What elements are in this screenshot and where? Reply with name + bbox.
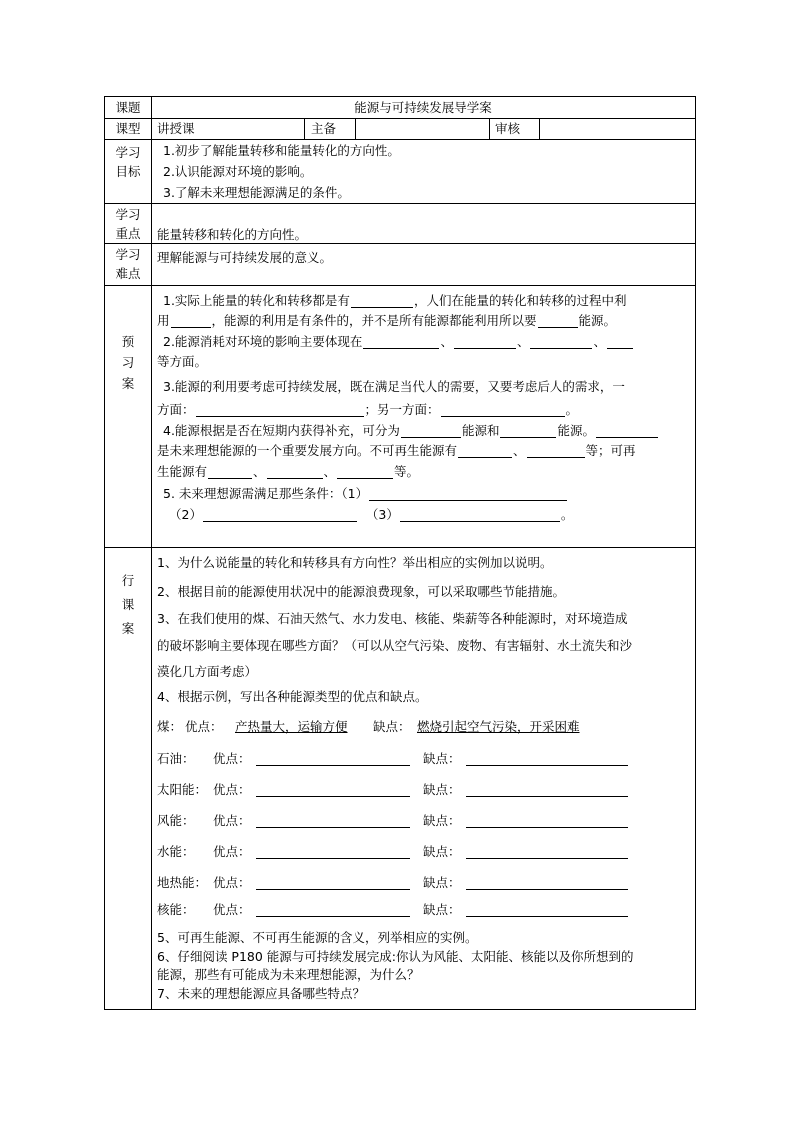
- preview-label: 习: [121, 355, 135, 370]
- difficulty-text: 理解能源与可持续发展的意义。: [157, 250, 333, 265]
- pro-label: 优点：: [213, 875, 251, 890]
- row-divider: [105, 139, 695, 140]
- example-con: 燃烧引起空气污染，开采困难: [417, 719, 580, 734]
- energy-name: 核能：: [157, 902, 195, 917]
- answer-blank[interactable]: [208, 465, 252, 479]
- worksheet-table: [104, 96, 696, 1010]
- lesson-q6-line2: 能源，那些有可能成为未来理想能源，为什么？: [157, 967, 420, 982]
- answer-blank[interactable]: [171, 314, 211, 328]
- separator: 、: [440, 334, 453, 349]
- q4-text: 生能源有: [157, 464, 208, 479]
- answer-blank[interactable]: [351, 294, 413, 308]
- row-divider: [105, 118, 695, 119]
- separator: 、: [593, 334, 606, 349]
- cell-divider: [304, 118, 305, 139]
- key-point-label: 学习: [115, 207, 141, 222]
- separator: 、: [513, 443, 526, 458]
- objective-item: 3.了解未来理想能源满足的条件。: [163, 185, 350, 200]
- key-point-text: 能量转移和转化的方向性。: [157, 227, 308, 242]
- answer-blank[interactable]: [458, 444, 512, 458]
- pro-label: 优点：: [213, 902, 251, 917]
- preview-q3-line1: 3.能源的利用要考虑可持续发展，既在满足当代人的需要，又要考虑后人的需求，一: [163, 379, 625, 394]
- preview-q4-line1: [163, 423, 659, 439]
- objectives-label: 学习: [115, 145, 141, 160]
- row-divider: [105, 547, 695, 548]
- row-divider: [105, 203, 695, 204]
- pro-label: 优点：: [213, 844, 251, 859]
- energy-name: 风能：: [157, 813, 195, 828]
- answer-blank[interactable]: [527, 444, 585, 458]
- row-divider: [105, 285, 695, 286]
- energy-name: 地热能：: [157, 875, 208, 890]
- con-answer-blank[interactable]: [466, 752, 628, 766]
- lesson-q7: 7、未来的理想能源应具备哪些特点？: [157, 986, 365, 1001]
- con-label: 缺点：: [423, 751, 461, 766]
- lesson-q6-line1: 6、仔细阅读 P180 能源与可持续发展完成:你认为风能、太阳能、核能以及你所想到的: [157, 949, 634, 964]
- lesson-q3-line2: 的破坏影响主要体现在哪些方面？（可以从空气污染、废物、有害辐射、水土流失和沙: [157, 638, 633, 653]
- preview-q3-line2: [157, 402, 578, 418]
- q4-text: 是未来理想能源的一个重要发展方向。不可再生能源有: [157, 443, 458, 458]
- lesson-q1: 1、为什么说能量的转化和转移具有方向性？举出相应的实例加以说明。: [157, 555, 553, 570]
- pro-answer-blank[interactable]: [256, 814, 410, 828]
- answer-blank[interactable]: [203, 508, 357, 522]
- review-label: 审核: [495, 121, 521, 136]
- preview-q2-line1: [163, 334, 634, 350]
- pro-answer-blank[interactable]: [256, 783, 410, 797]
- objective-item: 2.认识能源对环境的影响。: [163, 164, 313, 179]
- lesson-q2: 2、根据目前的能源使用状况中的能源浪费现象，可以采取哪些节能措施。: [157, 584, 565, 599]
- con-answer-blank[interactable]: [466, 903, 628, 917]
- q3-text: 。: [565, 402, 579, 417]
- separator: 、: [253, 464, 266, 479]
- preview-q1-line1: [163, 293, 626, 309]
- pro-answer-blank[interactable]: [256, 845, 410, 859]
- q1-text: ，人们在能量的转化和转移的过程中利: [413, 293, 627, 308]
- q5-text: 5. 未来理想源需满足那些条件：（1）: [163, 486, 369, 501]
- separator: 、: [323, 464, 337, 479]
- q1-text: 能源。: [578, 313, 617, 328]
- preview-q4-line2: [157, 443, 636, 459]
- con-answer-blank[interactable]: [466, 876, 628, 890]
- lesson-label: 行: [121, 573, 135, 588]
- q4-text: 等；可再: [585, 443, 636, 458]
- example-pro: 产热量大，运输方便: [235, 719, 348, 734]
- con-label: 缺点：: [423, 902, 461, 917]
- type-label: 课型: [115, 121, 141, 136]
- key-point-label: 重点: [115, 226, 141, 241]
- lesson-q5: 5、可再生能源、不可再生能源的含义，列举相应的实例。: [157, 930, 478, 945]
- con-answer-blank[interactable]: [466, 845, 628, 859]
- objective-item: 1.初步了解能量转移和能量转化的方向性。: [163, 143, 400, 158]
- answer-blank[interactable]: [441, 403, 565, 417]
- q4-text: 4.能源根据是否在短期内获得补充，可分为: [163, 423, 400, 438]
- lesson-q3-line1: 3、在我们使用的煤、石油天然气、水力发电、核能、柴薪等各种能源时，对环境造成: [157, 611, 628, 626]
- answer-blank[interactable]: [196, 403, 364, 417]
- q4-text: 能源和: [461, 423, 500, 438]
- cell-divider: [539, 118, 540, 139]
- lesson-q3-line3: 漠化几方面考虑）: [157, 664, 258, 679]
- answer-blank[interactable]: [369, 487, 567, 501]
- con-label: 缺点：: [423, 813, 461, 828]
- preview-q2-text: 等方面。: [157, 354, 208, 369]
- lesson-label: 课: [121, 597, 135, 612]
- example-con-label: 缺点：: [373, 719, 411, 734]
- energy-name: 水能：: [157, 844, 195, 859]
- preview-q1-line2: [157, 313, 616, 329]
- answer-blank[interactable]: [607, 335, 633, 349]
- pro-label: 优点：: [213, 813, 251, 828]
- con-answer-blank[interactable]: [466, 814, 628, 828]
- preview-q5-line2: [169, 507, 573, 523]
- energy-name: 石油：: [157, 751, 195, 766]
- q2-text: 2.能源消耗对环境的影响主要体现在: [163, 334, 363, 349]
- lesson-q4: 4、根据示例，写出各种能源类型的优点和缺点。: [157, 689, 428, 704]
- lesson-label: 案: [121, 621, 135, 636]
- answer-blank[interactable]: [400, 508, 560, 522]
- label-column-divider: [151, 97, 152, 1009]
- preview-label: 预: [121, 334, 135, 349]
- q4-text: 能源。: [557, 423, 595, 438]
- con-label: 缺点：: [423, 844, 461, 859]
- answer-blank[interactable]: [538, 314, 578, 328]
- q5-text: 。: [560, 507, 574, 522]
- answer-blank[interactable]: [267, 465, 323, 479]
- separator: 、: [516, 334, 530, 349]
- q1-text: 1.实际上能量的转化和转移都是有: [163, 293, 350, 308]
- answer-blank[interactable]: [454, 335, 516, 349]
- pro-answer-blank[interactable]: [256, 903, 410, 917]
- con-label: 缺点：: [423, 782, 461, 797]
- q3-text: ；另一方面：: [364, 402, 440, 417]
- pro-label: 优点：: [213, 782, 251, 797]
- difficulty-label: 学习: [115, 247, 141, 262]
- answer-blank[interactable]: [401, 424, 461, 438]
- q5-text: （3）: [365, 507, 399, 522]
- example-pro-label: 优点：: [185, 719, 223, 734]
- example-name: 煤：: [157, 719, 183, 734]
- answer-blank[interactable]: [500, 424, 556, 438]
- pro-answer-blank[interactable]: [256, 752, 410, 766]
- pro-answer-blank[interactable]: [256, 876, 410, 890]
- title-label: 课题: [115, 100, 141, 115]
- con-label: 缺点：: [423, 875, 461, 890]
- q5-text: （2）: [169, 507, 202, 522]
- q4-text: 等。: [394, 464, 420, 479]
- objectives-label: 目标: [115, 164, 141, 179]
- q1-text: 用: [157, 313, 170, 328]
- preview-label: 案: [121, 376, 135, 391]
- difficulty-label: 难点: [115, 266, 141, 281]
- row-divider: [105, 243, 695, 244]
- pro-label: 优点：: [213, 751, 251, 766]
- page-title: 能源与可持续发展导学案: [354, 100, 492, 115]
- lead-label: 主备: [311, 121, 337, 136]
- cell-divider: [489, 118, 490, 139]
- con-answer-blank[interactable]: [466, 783, 628, 797]
- energy-name: 太阳能：: [157, 782, 208, 797]
- q1-text: ，能源的利用是有条件的，并不是所有能源都能利用所以要: [211, 313, 537, 328]
- answer-blank[interactable]: [363, 335, 439, 349]
- type-value: 讲授课: [157, 121, 195, 136]
- answer-blank[interactable]: [530, 335, 592, 349]
- answer-blank[interactable]: [337, 465, 393, 479]
- preview-q4-line3: [157, 464, 419, 480]
- answer-blank[interactable]: [596, 424, 658, 438]
- cell-divider: [355, 118, 356, 139]
- q3-text: 方面：: [157, 402, 195, 417]
- preview-q5-line1: [163, 486, 568, 502]
